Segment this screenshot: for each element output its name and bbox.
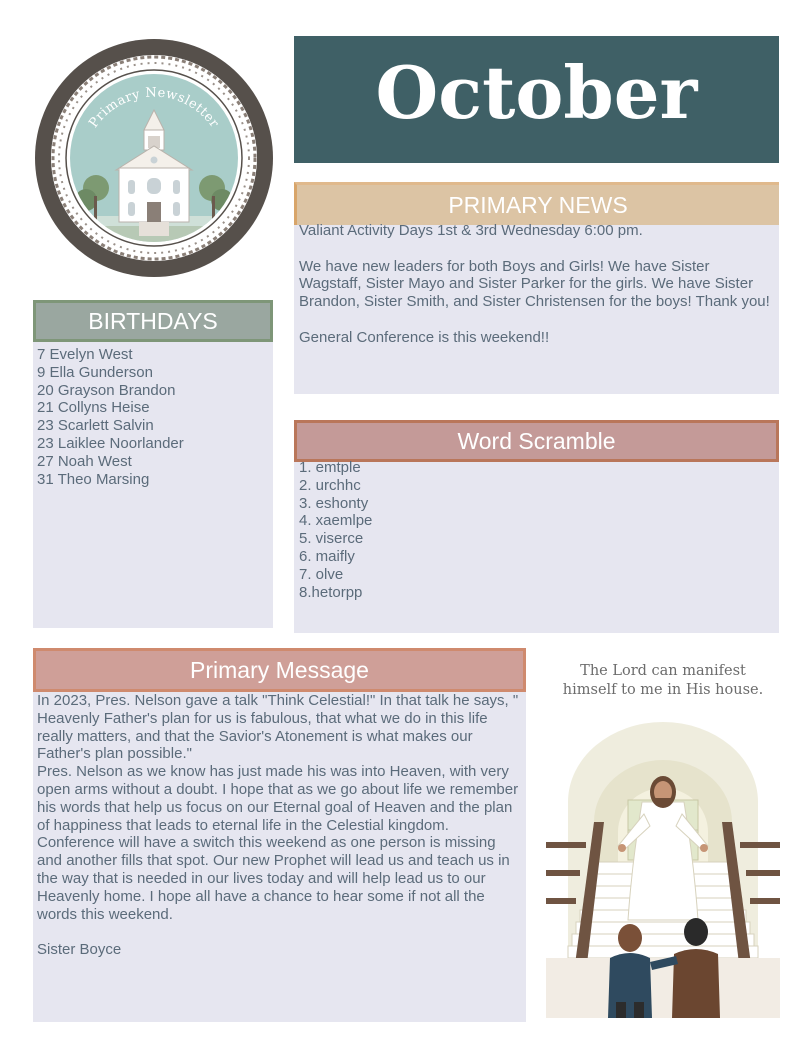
page-title: October (375, 50, 698, 135)
quote-line: The Lord can manifest (580, 663, 746, 679)
newsletter-logo (34, 38, 274, 278)
scramble-item: 5. viserce (299, 530, 364, 548)
scramble-item: 7. olve (299, 565, 344, 583)
birthdays-list (37, 346, 269, 488)
news-header: PRIMARY NEWS (294, 182, 779, 225)
temple-illustration (546, 722, 780, 1018)
birthday-item: 31 Theo Marsing (37, 470, 150, 488)
news-paragraph: General Conference is this weekend!! (299, 328, 550, 346)
scramble-item: 1. emtple (299, 459, 361, 476)
message-spacer (37, 923, 523, 941)
birthday-item: 7 Evelyn West (37, 346, 133, 363)
quote-line: himself to me in His house. (562, 682, 764, 698)
message-signature: Sister Boyce (37, 941, 122, 959)
message-header: Primary Message (33, 648, 526, 692)
message-paragraph: In 2023, Pres. Nelson gave a talk "Think Celestial!" In that talk he says, " Heavenly Father's plan for us is fabulous, that what we do in this life really matters, and that the Savior's Atonement is what makes our Father's plan possible." (37, 692, 523, 763)
scramble-header: Word Scramble (294, 420, 779, 462)
scramble-item: 4. xaemlpe (299, 512, 373, 530)
scramble-item: 3. eshonty (299, 494, 369, 512)
message-body (37, 692, 523, 959)
message-paragraph: Pres. Nelson as we know has just made his was into Heaven, with very open arms without a doubt. I hope that as we go about life we remember his words that help us focus on our Eternal goal of Heaven and the plan of happiness that leads to eternal life in the Celestial kingdom. (37, 763, 523, 834)
message-paragraph: Conference will have a switch this weekend as one person is missing and another fills that spot. Our new Prophet will lead us and teach us in the way that is needed in our lives today and will help lead us to our Heavenly home. I hope all have a chance to hear some if not all the words this weekend. (37, 834, 514, 923)
news-paragraph: We have new leaders for both Boys and Girls! We have Sister Wagstaff, Sister Mayo and Sister Parker for the girls. We have Sister Brandon, Sister Smith, and Sister Christensen for the boys! Thank you! (299, 257, 770, 311)
scramble-list (299, 459, 769, 601)
birthday-item: 21 Collyns Heise (37, 399, 150, 417)
scramble-item: 2. urchhc (299, 476, 361, 494)
quote (548, 662, 778, 700)
scramble-item: 6. maifly (299, 547, 355, 565)
birthday-item: 9 Ella Gunderson (37, 363, 153, 381)
title-banner (294, 36, 779, 163)
svg-text:Primary Newsletter: Primary Newsletter (86, 85, 222, 131)
scramble-item: 8.hetorpp (299, 583, 363, 601)
news-paragraph: Valiant Activity Days 1st & 3rd Wednesday 6:00 pm. (299, 222, 643, 239)
birthday-item: 23 Scarlett Salvin (37, 417, 154, 435)
news-body (299, 222, 775, 347)
birthdays-header: BIRTHDAYS (33, 300, 273, 342)
birthday-item: 23 Laiklee Noorlander (37, 434, 184, 452)
birthday-item: 27 Noah West (37, 452, 132, 470)
birthday-item: 20 Grayson Brandon (37, 381, 176, 399)
